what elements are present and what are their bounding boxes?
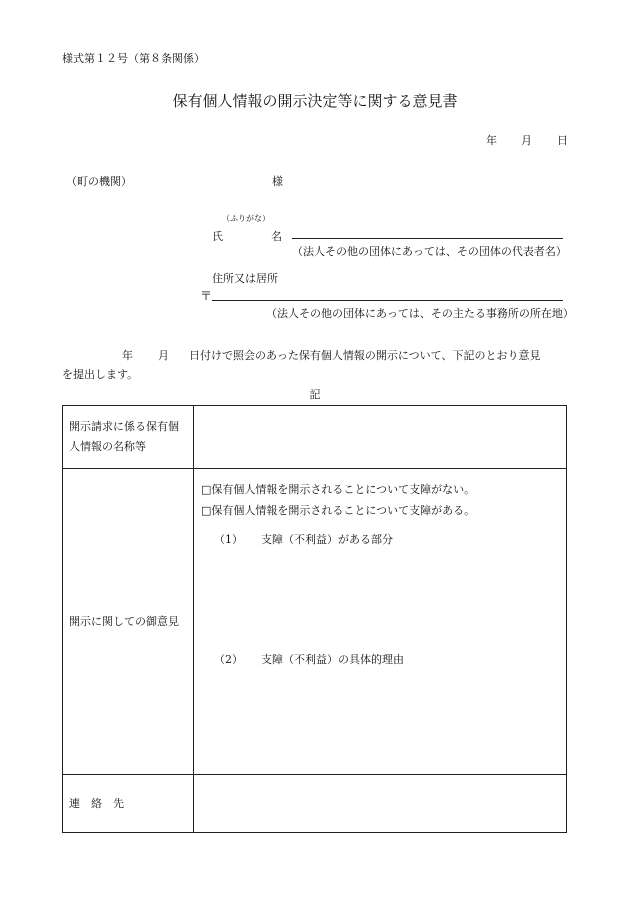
sub-item-1 <box>214 531 393 547</box>
ki-heading: 記 <box>309 388 321 401</box>
sub-item-1-number: （1） <box>214 533 243 546</box>
name-label-first: 氏 <box>212 230 223 243</box>
contact-label: 連 絡 先 <box>63 775 194 833</box>
date-year-label: 年 <box>486 134 497 147</box>
info-name-field[interactable] <box>194 406 567 469</box>
name-field-line[interactable] <box>292 238 563 239</box>
body-text-rest: 日付けで照会のあった保有個人情報の開示について、下記のとおり意見 <box>189 349 541 362</box>
furigana-label: （ふりがな） <box>222 214 270 223</box>
name-note: （法人その他の団体にあっては、その団体の代表者名） <box>292 245 567 258</box>
addressee-honorific: 様 <box>272 175 283 188</box>
body-paragraph-line1 <box>122 347 567 363</box>
address-field-line[interactable] <box>212 300 563 301</box>
date-month-label: 月 <box>521 134 532 147</box>
postal-mark: 〒 <box>200 289 213 303</box>
opinion-label: 開示に関しての御意見 <box>63 469 194 775</box>
sub-item-1-text: 支障（不利益）がある部分 <box>261 533 393 546</box>
info-name-label: 開示請求に係る保有個人情報の名称等 <box>63 406 194 469</box>
sub-item-2-number: （2） <box>214 653 243 666</box>
table-row <box>63 775 567 833</box>
name-label-second: 名 <box>271 230 282 243</box>
addressee-organ: （町の機関） <box>66 175 132 188</box>
sub-item-2-text: 支障（不利益）の具体的理由 <box>261 653 404 666</box>
sub-item-2 <box>214 651 404 667</box>
table-row <box>63 406 567 469</box>
option-no-objection[interactable]: □保有個人情報を開示されることについて支障がない。 <box>201 483 476 496</box>
body-year-label: 年 <box>122 349 133 362</box>
document-title: 保有個人情報の開示決定等に関する意見書 <box>172 92 458 110</box>
body-month-label: 月 <box>158 349 169 362</box>
form-number: 様式第１２号（第８条関係） <box>62 52 205 65</box>
opinion-table <box>62 405 567 833</box>
address-label: 住所又は居所 <box>212 272 278 285</box>
date-day-label: 日 <box>557 134 568 147</box>
contact-field[interactable] <box>194 775 567 833</box>
body-paragraph-line2: を提出します。 <box>62 368 139 381</box>
address-note: （法人その他の団体にあっては、その主たる事務所の所在地） <box>266 307 574 320</box>
opinion-field <box>194 469 567 775</box>
option-objection[interactable]: □保有個人情報を開示されることについて支障がある。 <box>201 504 476 517</box>
table-row <box>63 469 567 775</box>
